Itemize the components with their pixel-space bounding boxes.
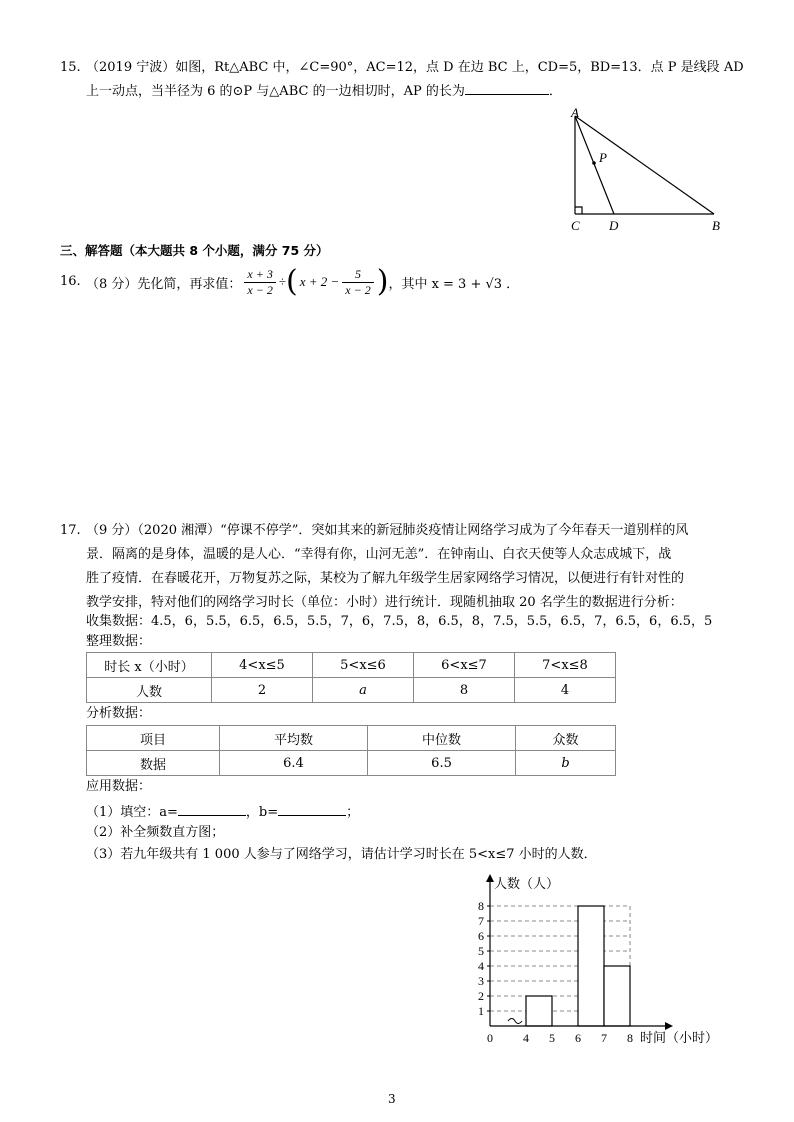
- label-c: C: [571, 218, 580, 233]
- q16-expression: [86, 260, 519, 304]
- table-cell: 4<x≤5: [212, 653, 313, 678]
- statistics-table: [86, 725, 616, 776]
- table-cell: 平均数: [220, 726, 368, 751]
- q17-answer-b-blank[interactable]: [278, 801, 346, 816]
- table-cell: 人数: [87, 678, 212, 703]
- q16-prefix: （8 分）先化简，再求值：: [86, 276, 242, 292]
- table-cell: 6.4: [220, 751, 368, 776]
- x-tick-label: 4: [523, 1031, 529, 1045]
- q16-divide: ÷: [278, 274, 286, 289]
- table-cell: 7<x≤8: [515, 653, 616, 678]
- q17-analyze-label: 分析数据：: [86, 706, 152, 721]
- y-axis-arrow: [486, 874, 494, 882]
- q17-answer-a-blank[interactable]: [178, 801, 246, 816]
- table-cell: a: [313, 678, 414, 703]
- y-tick-label: 8: [478, 899, 484, 913]
- label-p: P: [599, 150, 607, 165]
- table-cell: b: [516, 751, 616, 776]
- histogram-bar: [604, 966, 630, 1026]
- point-p-dot: [592, 161, 596, 165]
- frequency-table: [86, 652, 616, 703]
- q17-sub1-end: ；: [346, 805, 360, 820]
- table-cell: 8: [414, 678, 515, 703]
- q17-apply-label: 应用数据：: [86, 779, 152, 794]
- table-cell: 6<x≤7: [414, 653, 515, 678]
- table-cell: 时长 x（小时）: [87, 653, 212, 678]
- y-tick-label: 5: [478, 944, 484, 958]
- table-row: [87, 678, 616, 703]
- frequency-histogram: [470, 870, 740, 1052]
- table-cell: 6.5: [368, 751, 516, 776]
- q17-sub2: （2）补全频数直方图；: [86, 825, 225, 840]
- table-row: [87, 751, 616, 776]
- q15-number: 15.: [60, 60, 81, 75]
- histogram-xlabel: 时间（小时）: [640, 1030, 719, 1045]
- right-angle-mark: [575, 207, 582, 214]
- table-cell: 众数: [516, 726, 616, 751]
- y-tick-label: 4: [478, 959, 484, 973]
- label-a: A: [571, 108, 579, 120]
- q17-line-4: 教学安排，特对他们的网络学习时长（单位：小时）进行统计．现随机抽取 20 名学生的数据进行分析：: [86, 595, 683, 610]
- x-tick-label: 6: [575, 1031, 581, 1045]
- q16-number: 16.: [60, 274, 81, 289]
- q15-triangle-figure: [560, 108, 740, 236]
- table-cell: 5<x≤6: [313, 653, 414, 678]
- y-tick-label: 6: [478, 929, 484, 943]
- q17-line-3: 胜了疫情．在春暖花开，万物复苏之际，某校为了解九年级学生居家网络学习情况，以便进行有针对性的: [86, 571, 685, 586]
- axis-break-mark: [508, 1019, 522, 1024]
- q17-line-1: （9 分）（2020 湘潭）“停课不停学”．突如其来的新冠肺炎疫情让网络学习成为了今年春天一道别样的风: [86, 523, 689, 538]
- x-tick-label: 5: [549, 1031, 555, 1045]
- q15-line2-end: ．: [548, 84, 562, 99]
- table-row: [87, 726, 616, 751]
- q17-collect-data: 收集数据：4.5，6，5.5，6.5，6.5，5.5，7，6，7.5，8，6.5，8，7.5，5.5，6.5，7，6.5，6，6.5，5: [86, 614, 713, 629]
- y-tick-label: 3: [478, 974, 484, 988]
- q15-line2-text: 上一动点，当半径为 6 的⊙P 与△ABC 的一边相切时，AP 的长为: [86, 84, 465, 99]
- table-row: [87, 653, 616, 678]
- q17-organize-label: 整理数据：: [86, 634, 152, 649]
- histogram-bar: [526, 996, 552, 1026]
- x-tick-label: 8: [627, 1031, 633, 1045]
- y-tick-label: 2: [478, 989, 484, 1003]
- table-cell: 项目: [87, 726, 220, 751]
- x-tick-label: 7: [601, 1031, 607, 1045]
- q17-sub3: （3）若九年级共有 1 000 人参与了网络学习，请估计学习时长在 5<x≤7 小时的人数．: [86, 847, 597, 862]
- q16-fraction-1: [244, 267, 275, 298]
- page-number: 3: [388, 1092, 396, 1106]
- segment-ad: [575, 116, 614, 214]
- q17-sub1: [86, 801, 359, 823]
- table-cell: 中位数: [368, 726, 516, 751]
- q17-number: 17.: [60, 523, 81, 538]
- y-tick-label: 1: [478, 1004, 484, 1018]
- table-cell: 2: [212, 678, 313, 703]
- q17-sub1-mid: ，b=: [245, 805, 279, 820]
- x-axis-arrow: [665, 1022, 673, 1030]
- q16-fraction-2: [342, 267, 373, 298]
- q15-line2: [86, 80, 562, 102]
- q16-left-paren: (: [285, 264, 298, 299]
- table-cell: 数据: [87, 751, 220, 776]
- q16-frac2-den: x − 2: [342, 282, 373, 298]
- q16-where: ，其中 x = 3 + √3 ．: [388, 276, 520, 292]
- q17-sub1-text: （1）填空：a=: [86, 805, 178, 820]
- q16-frac1-den: x − 2: [244, 282, 275, 298]
- x-tick-label: 0: [487, 1031, 493, 1045]
- label-b: B: [712, 218, 720, 233]
- q16-frac2-num: 5: [355, 266, 361, 281]
- histogram-ylabel: 人数（人）: [494, 876, 560, 891]
- q15-line1: （2019 宁波）如图，Rt△ABC 中，∠C=90°，AC=12，点 D 在边 BC 上，CD=5，BD=13．点 P 是线段 AD: [86, 60, 744, 75]
- side-ab: [575, 116, 714, 214]
- q16-mid: x + 2 −: [299, 274, 340, 289]
- q15-answer-blank[interactable]: [465, 80, 549, 95]
- label-d: D: [609, 218, 619, 233]
- y-tick-label: 7: [478, 914, 484, 928]
- q17-line-2: 景．隔离的是身体，温暖的是人心．“幸得有你，山河无恙”．在钟南山、白衣天使等人众志成城下，战: [86, 547, 672, 562]
- histogram-bar: [578, 906, 604, 1026]
- q16-right-paren: ): [376, 264, 389, 299]
- section-title: 三、解答题（本大题共 8 个小题，满分 75 分）: [60, 243, 329, 258]
- table-cell: 4: [515, 678, 616, 703]
- q16-frac1-num: x + 3: [247, 266, 273, 281]
